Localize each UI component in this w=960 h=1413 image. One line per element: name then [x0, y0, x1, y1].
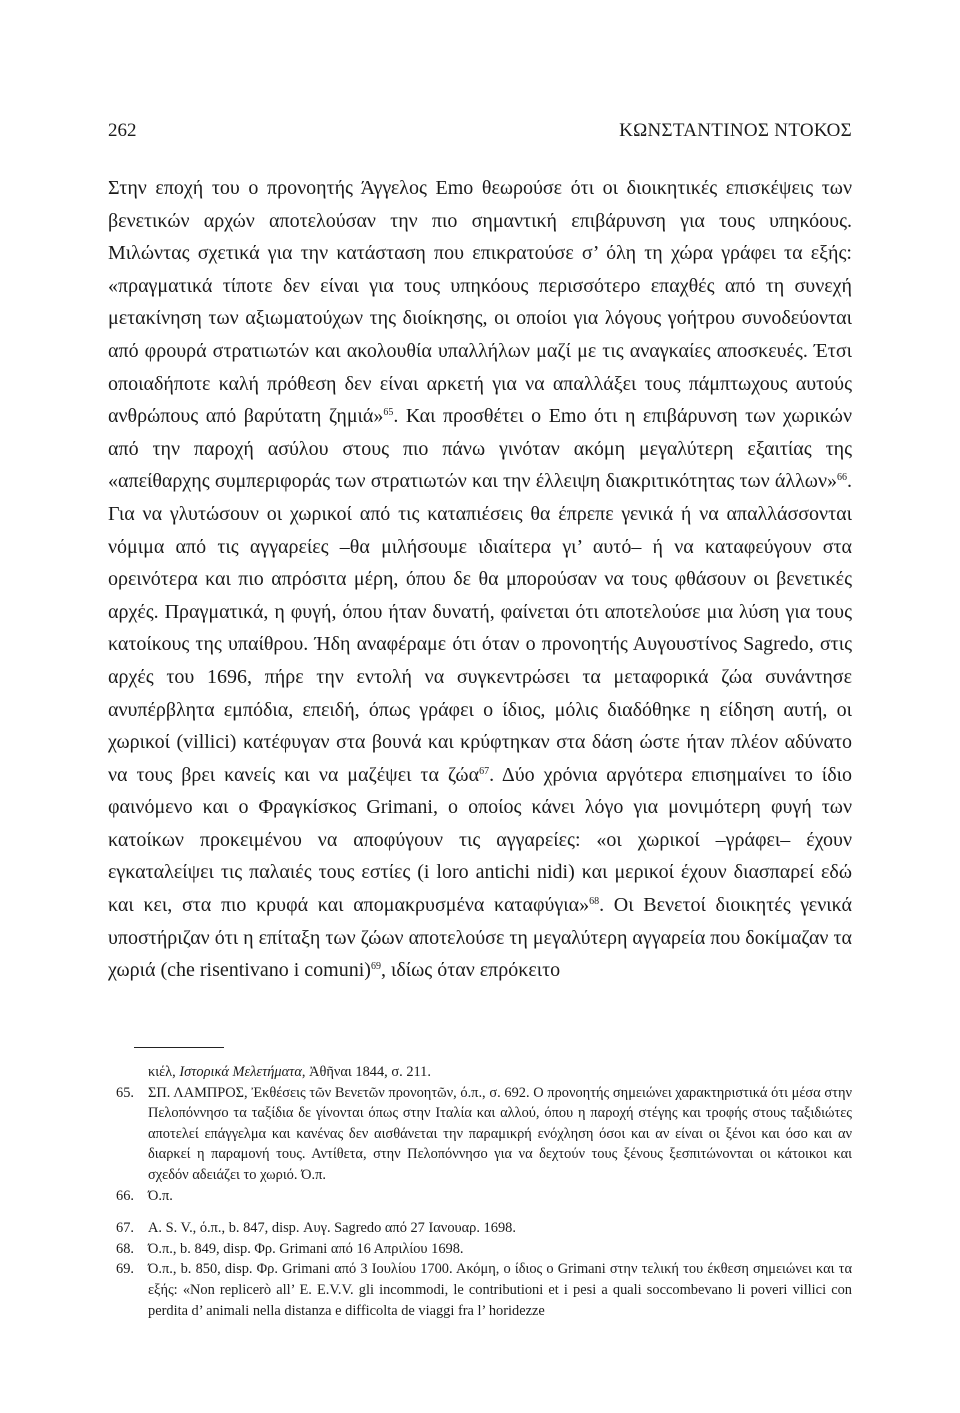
page-header	[108, 120, 852, 150]
footnote-text: Ό.π., b. 850, disp. Φρ. Grimani από 3 Ιουλίου 1700. Ακόμη, ο ίδιος ο Grimani στην τελική του έκθεση σημειώνει και τα εξής: «Non replicerò all’ E. E.V.V. gli incommodi, le contributioni et i pesi a quali soccombevano li poveri villici con perdita d’ animali nella distanza e difficolta de viaggi fra l’ horidezze	[148, 1261, 853, 1319]
footnote-continuation: κιέλ, Ιστορικά Μελετήματα, Ἀθῆναι 1844, σ. 211.	[148, 1064, 431, 1080]
footnote-66	[108, 1186, 852, 1207]
footnote-number: 68.	[116, 1240, 134, 1257]
footnote-number: 69.	[116, 1261, 134, 1278]
footnote-gap	[108, 1206, 852, 1218]
running-head: ΚΩΝΣΤΑΝΤΙΝΟΣ ΝΤΟΚΟΣ	[619, 120, 852, 141]
footnote-number: 67.	[116, 1220, 134, 1237]
footnote-ref-67[interactable]: 67	[479, 765, 490, 777]
footnote-text: ΣΠ. ΛΑΜΠΡΟΣ, Ἐκθέσεις τῶν Βενετῶν προνοητῶν, ό.π., σ. 692. Ο προνοητής σημειώνει χαρακτηριστικά ότι μέσα στην Πελοπόννησο τα ταξίδια δε γίνονται όπως στην Ιταλία και αλλού, όπου η παροχή στέγης και τροφής στους ταξιδιώτες αποτελεί επάγγελμα και κανένας δεν αισθάνεται την παραμικρή ενόχληση όσοι και αν είναι οι ξένοι και όσο και αν διαρκεί η παραμονή τους. Αντίθετα, στην Πελοπόννησο για να δεχτούν τους ξένους ξεσπιτώνονται οι κάτοικοι και σχεδόν αδειάζει το χωριό. Ό.π.	[148, 1084, 852, 1183]
footnote-divider	[134, 1047, 224, 1048]
footnote-text: Ό.π.	[148, 1187, 173, 1204]
body-text-p4: . Δύο χρόνια αργότερα επισημαίνει το ίδιο φαινόμενο και ο Φραγκίσκος Grimani, ο οποίος κάνει λόγο για μονιμότερη φυγή των κατοίκων προκειμένου να αποφύγουν τις αγγαρείες: «οι χωρικοί –γράφει– έχουν εγκαταλείψει τις παλαιές τους εστίες (i loro antichi nidi) και μερικοί έχουν διασπαρεί εδώ και κει, στα πιο κρυφά και απομακρυσμένα καταφύγια»	[108, 763, 852, 917]
footnote-number: 65.	[116, 1084, 134, 1101]
body-text-p3: . Για να γλυτώσουν οι χωρικοί από τις καταπιέσεις θα έπρεπε γενικά ή να απαλλάσσονται νόμιμα από τις αγγαρείες –θα μιλήσουμε ιδιαίτερα γι’ αυτό– ή να καταφεύγουν στα ορεινότερα και πιο απρόσιτα μέρη, όπου δε θα μπορούσαν να τους φθάσουν οι βενετικές αρχές. Πραγματικά, η φυγή, όπου ήταν δυνατή, φαίνεται ότι αποτελούσε μια λύση για τους κατοίκους της υπαίθρου. Ήδη αναφέραμε ότι όταν ο προνοητής Αυγουστίνος Sagredo, στις αρχές του 1696, πήρε την εντολή να συγκεντρώσει τα μεταφορικά ζώα συνάντησε ανυπέρβλητα εμπόδια, επειδή, όπως γράφει ο ίδιος, μόλις διαδόθηκε η είδηση αυτή, οι χωρικοί (villici) κατέφυγαν στα βουνά και κρύφτηκαν στα δάση ώστε ήταν πλέον αδύνατο να τους βρει κανείς και να μαζέψει τα ζώα	[108, 470, 852, 786]
main-text	[108, 172, 852, 987]
body-text-p2: . Και προσθέτει ο Emo ότι η επιβάρυνση των χωρικών από την παροχή ασύλου στους πιο πάνω γινόταν ακόμη μεγαλύτερη εξαιτίας της «απείθαρχης συμπεριφοράς των στρατιωτών και την έλλειψη διακριτικότητας των άλλων»	[108, 405, 852, 493]
footnote-ref-65[interactable]: 65	[383, 407, 394, 419]
footnote-67	[108, 1218, 852, 1239]
cited-title: Ιστορικά Μελετήματα	[179, 1064, 302, 1080]
footnote-65	[108, 1083, 852, 1186]
body-text-p6: , ιδίως όταν επρόκειτο	[380, 959, 561, 982]
footnote-ref-69[interactable]: 69	[370, 961, 381, 973]
footnote-ref-68[interactable]: 68	[589, 896, 600, 908]
footnote-text: A. S. V., ό.π., b. 847, disp. Αυγ. Sagredo από 27 Ιανουαρ. 1698.	[148, 1220, 516, 1237]
body-text-p1: Στην εποχή του ο προνοητής Άγγελος Emo θεωρούσε ότι οι διοικητικές επισκέψεις των βενετικών αρχών αποτελούσαν την πιο σημαντική επιβάρυνση για τους υπηκόους. Μιλώντας σχετικά για την κατάσταση που επικρατούσε σ’ όλη τη χώρα γράφει τα εξής: «πραγματικά τίποτε δεν είναι για τους υπηκόους περισσότερο επαχθές από τη συνεχή μετακίνηση των αξιωματούχων της διοίκησης, οι οποίοι για λόγους γοήτρου συνοδεύονται από φρουρά στρατιωτών και ακολουθία υπαλλήλων μαζί με τις αναγκαίες αποσκευές. Έτσι οποιαδήποτε καλή πρόθεση δεν είναι αρκετή για να απαλλάξει τους πάμπτωχους αυτούς ανθρώπους από βαρύτατη ζημιά»	[108, 177, 852, 428]
footnotes	[108, 1062, 852, 1321]
footnote-ref-66[interactable]: 66	[837, 472, 847, 484]
footnote-number: 66.	[116, 1187, 134, 1204]
body-text-p5: . Οι Βενετοί διοικητές γενικά υποστήριζαν ότι η επίταξη των ζώων αποτελούσε τη μεγαλύτερη αγγαρεία που δοκίμαζαν τα χωριά (che risentivano i comuni)	[108, 894, 853, 982]
page-number: 262	[108, 120, 137, 141]
footnote-69	[108, 1259, 852, 1321]
footnote-68	[108, 1239, 852, 1260]
footnote-text: Ό.π., b. 849, disp. Φρ. Grimani από 16 Απριλίου 1698.	[148, 1240, 464, 1257]
